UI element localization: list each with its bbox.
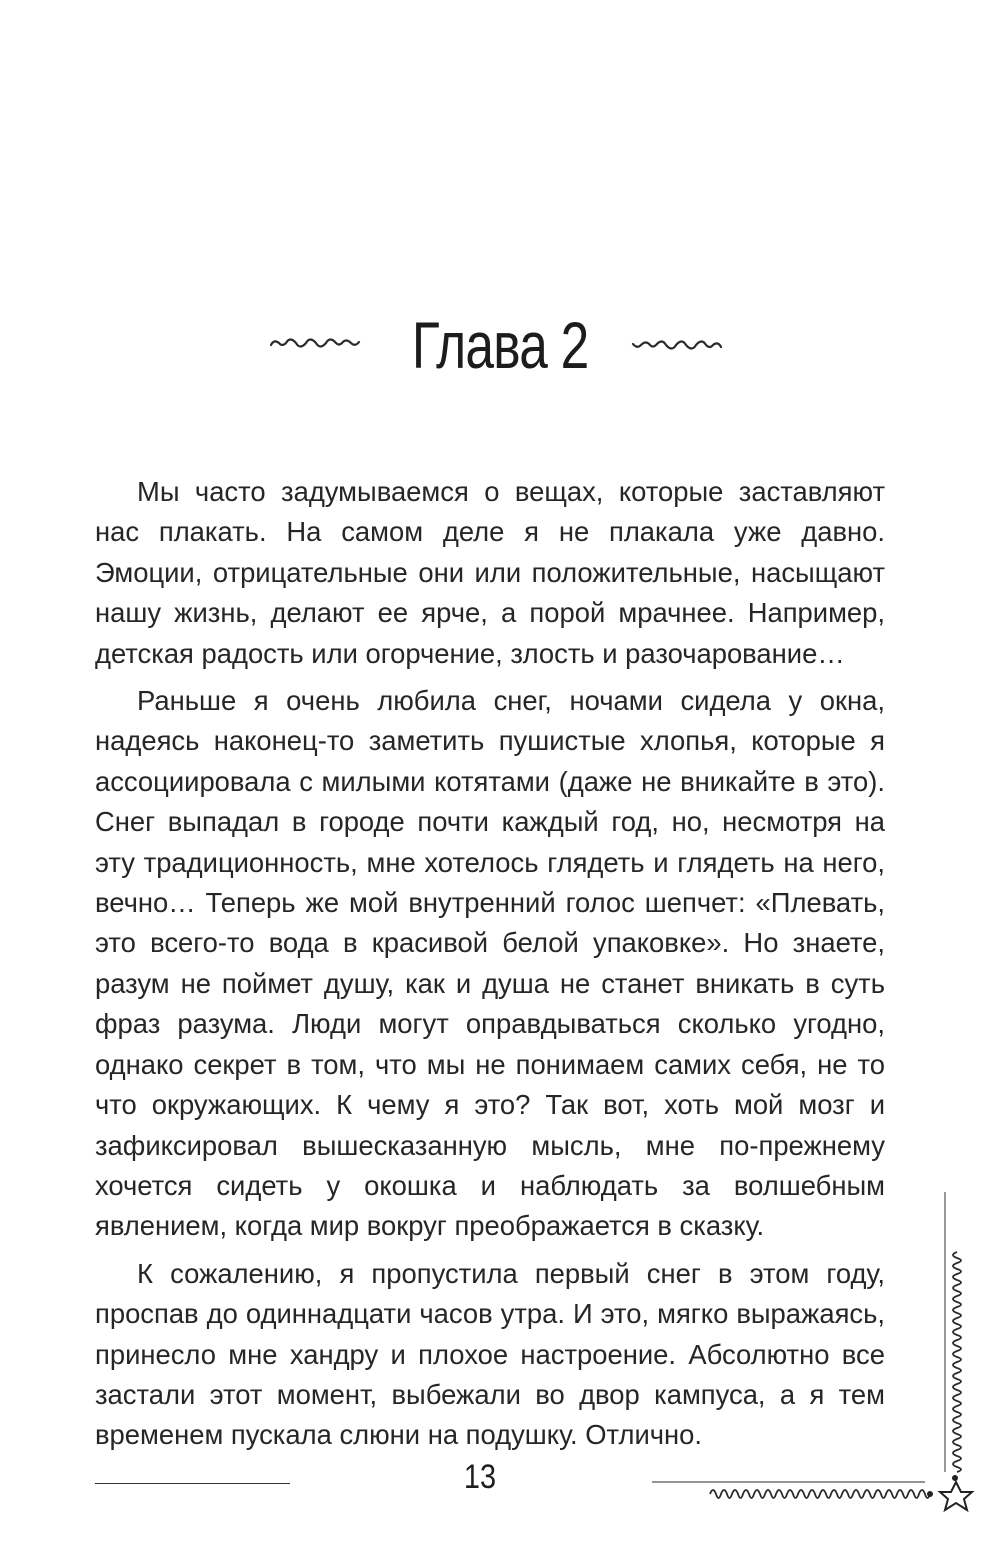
chapter-heading <box>0 300 1000 390</box>
right-swirl-ornament-icon <box>631 333 731 357</box>
paragraph-1: Мы часто задумываемся о вещах, которые заставляют нас плакать. На самом деле я не плакала уже давно. Эмоции, отрицательные они или положительные, насыщают нашу жизнь, делают ее ярче, а порой мрачнее. Например, детская радость или огорчение, злость и разочарование… <box>95 476 885 669</box>
page-number: 13 <box>463 1458 497 1496</box>
paragraph-2: Раньше я очень любила снег, ночами сидела у окна, надеясь наконец-то заметить пушистые хлопья, которые я ассоциировала с милыми котятами (даже не вникайте в это). Снег выпадал в городе почти каждый год, но, несмотря на эту традиционность, мне хотелось глядеть и глядеть на него, вечно… Теперь же мой внутренний голос шепчет: «Плевать, это всего-то вода в красивой белой упаковке». Но знаете, разум не поймет душу, как и душа не станет вникать в суть фраз разума. Люди могут оправдываться сколько угодно, однако секрет в том, что мы не понимаем самих себя, не то что окружающих. К чему я это? Так вот, хоть мой мозг и зафиксировал вышесказанную мысль, мне по-прежнему хочется сидеть у окошка и наблюдать за волшебным явлением, когда мир вокруг преображается в сказку. <box>95 685 885 1242</box>
paragraph-3: К сожалению, я пропустила первый снег в этом году, проспав до одиннадцати часов утра. И это, мягко выражаясь, принесло мне хандру и плохое настроение. Абсолютно все застали этот момент, выбежали во двор кампуса, а я тем временем пускала слюни на подушку. Отлично. <box>95 1257 885 1451</box>
corner-ornament-icon <box>650 1192 980 1532</box>
left-swirl-ornament-icon <box>269 333 369 357</box>
chapter-title: Глава 2 <box>411 308 589 382</box>
footer-left-rule <box>95 1483 290 1484</box>
